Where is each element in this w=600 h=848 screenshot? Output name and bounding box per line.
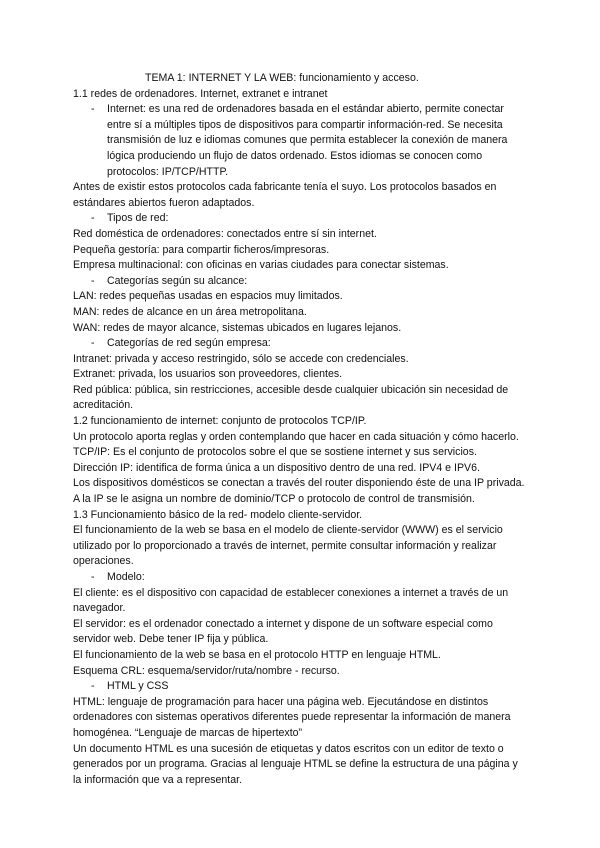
bullet-dash: - [91, 274, 95, 287]
bullet-modelo [73, 570, 528, 586]
paragraph-cliente: El cliente: es el dispositivo con capacidad de establecer conexiones a internet a través de un navegador. [73, 586, 509, 615]
paragraph-html: HTML: lenguaje de programación para hacer una página web. Ejecutándose en distintos ordenadores con sistemas operativos diferentes puede representar la información de manera homogénea. “Lenguaje de marcas de hipertexto” [73, 695, 511, 739]
paragraph-funcionamiento-web: El funcionamiento de la web se basa en el modelo de cliente-servidor (WWW) es el servicio utilizado por lo proporcionado a través de internet, permite consultar información y realizar operaciones. [73, 524, 503, 568]
bullet-tipos-text: Tipos de red: [107, 212, 169, 225]
paragraph-protocolo: Un protocolo aporta reglas y orden contemplando que hacer en cada situación y cómo hacerlo. [73, 430, 519, 443]
paragraph-direccion-ip: Dirección IP: identifica de forma única a un dispositivo dentro de una red. IPV4 e IPV6. [73, 461, 480, 474]
document-title: TEMA 1: INTERNET Y LA WEB: funcionamiento y acceso. [145, 72, 419, 84]
paragraph-http: El funcionamiento de la web se basa en el protocolo HTTP en lenguaje HTML. [73, 648, 441, 661]
paragraph-domestica: Red doméstica de ordenadores: conectados entre sí sin internet. [73, 227, 377, 240]
bullet-dash: - [91, 337, 95, 350]
bullet-alcance [73, 274, 528, 290]
paragraph-multinacional: Empresa multinacional: con oficinas en varias ciudades para conectar sistemas. [73, 259, 449, 272]
paragraph-servidor: El servidor: es el ordenador conectado a internet y dispone de un software especial como servidor web. Debe tener IP fija y pública. [73, 617, 493, 646]
bullet-internet [73, 102, 528, 180]
bullet-dash: - [91, 571, 95, 583]
paragraph-red-publica: Red pública: pública, sin restricciones, accesible desde cualquier ubicación sin necesidad de acreditación. [73, 383, 509, 412]
paragraph-dominio: A la IP se le asigna un nombre de dominio/TCP o protocolo de control de transmisión. [73, 493, 475, 506]
section-1-3-heading: 1.3 Funcionamiento básico de la red- modelo cliente-servidor. [73, 508, 363, 521]
paragraph-man: MAN: redes de alcance en un área metropolitana. [73, 305, 307, 318]
paragraph-documento-html: Un documento HTML es una sucesión de etiquetas y datos escritos con un editor de texto o generados por un programa. Gracias al lenguaje HTML se define la estructura de una página y la información que va a representar. [73, 742, 518, 786]
bullet-modelo-text: Modelo: [107, 571, 145, 583]
paragraph-esquema-crl: Esquema CRL: esquema/servidor/ruta/nombre - recurso. [73, 664, 340, 677]
bullet-dash: - [91, 103, 95, 116]
bullet-empresa [73, 336, 528, 352]
bullet-dash: - [91, 212, 95, 225]
bullet-alcance-text: Categorías según su alcance: [107, 274, 248, 287]
paragraph-antes: Antes de existir estos protocolos cada fabricante tenía el suyo. Los protocolos basados en estándares abiertos fueron adaptados. [73, 181, 497, 209]
bullet-internet-text: Internet: es una red de ordenadores basada en el estándar abierto, permite conectar entre sí a múltiples tipos de dispositivos para compartir información-red. Se necesita transmisión de luz e idiomas comunes que permita establecer la conexión de manera lógica produciendo un flujo de datos ordenado. Estos idiomas se conocen como protocolos: IP/TCP/HTTP. [107, 103, 508, 178]
bullet-tipos [73, 211, 528, 227]
paragraph-tcpip: TCP/IP: Es el conjunto de protocolos sobre el que se sostiene internet y sus servicios. [73, 446, 477, 459]
paragraph-gestoria: Pequeña gestoría: para compartir ficheros/impresoras. [73, 243, 330, 256]
section-1-2-heading: 1.2 funcionamiento de internet: conjunto de protocolos TCP/IP. [73, 415, 367, 428]
paragraph-dispositivos: Los dispositivos domésticos se conectan a través del router disponiendo éste de una IP privada. [73, 477, 525, 490]
document-page [73, 71, 528, 788]
paragraph-lan: LAN: redes pequeñas usadas en espacios muy limitados. [73, 290, 343, 303]
paragraph-wan: WAN: redes de mayor alcance, sistemas ubicados en lugares lejanos. [73, 321, 402, 334]
bullet-empresa-text: Categorías de red según empresa: [107, 337, 271, 350]
bullet-html-css-text: HTML y CSS [107, 680, 169, 693]
section-1-1-heading: 1.1 redes de ordenadores. Internet, extranet e intranet [73, 87, 328, 100]
bullet-html-css [73, 679, 528, 695]
paragraph-extranet: Extranet: privada, los usuarios son proveedores, clientes. [73, 368, 343, 381]
bullet-dash: - [91, 680, 95, 693]
paragraph-intranet: Intranet: privada y acceso restringido, sólo se accede con credenciales. [73, 352, 409, 365]
